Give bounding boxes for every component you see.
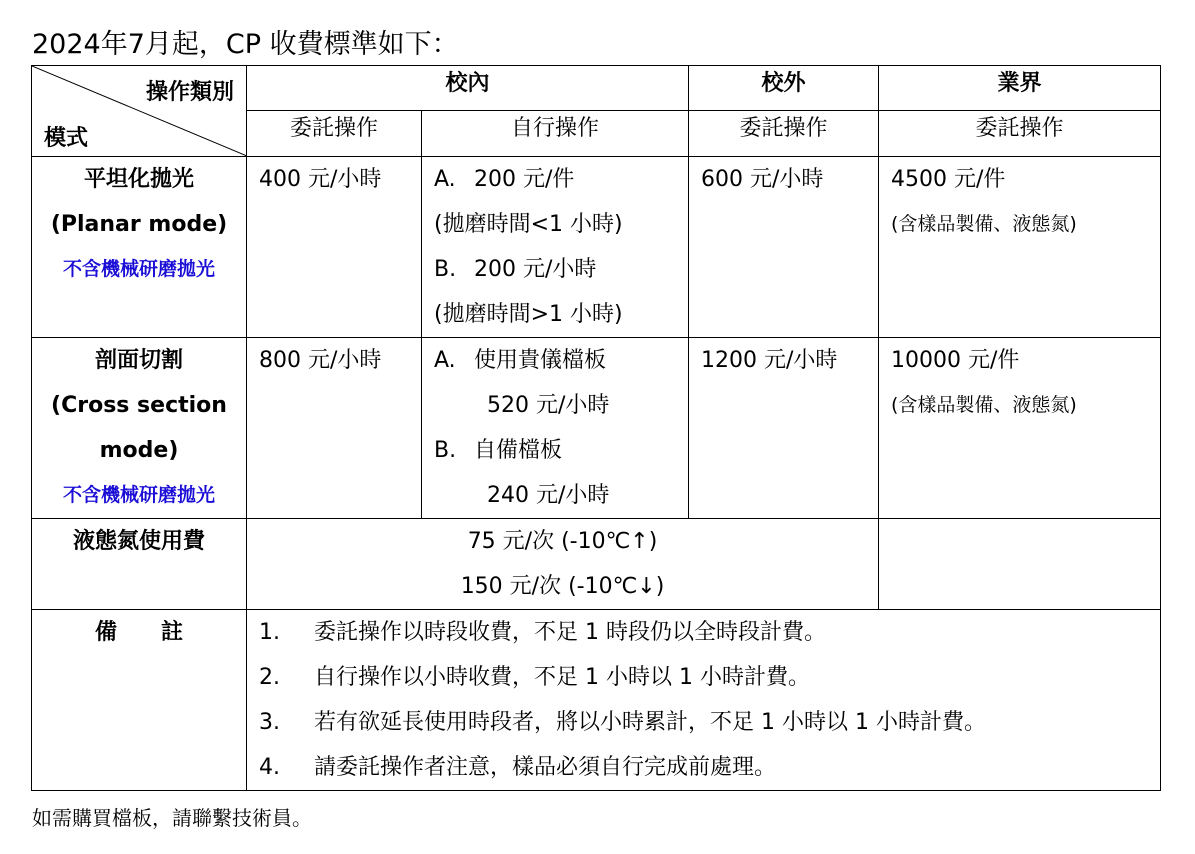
option-a-price: 200 元/件 bbox=[474, 167, 575, 192]
remarks-label: 備 註 bbox=[94, 620, 183, 645]
header-industry: 業界 bbox=[879, 66, 1161, 111]
price-campus-delegated: 800 元/小時 bbox=[247, 338, 422, 519]
option-a-note: (拋磨時間<1 小時) bbox=[434, 212, 623, 237]
ln2-price-above: 75 元/次 (-10℃↑) bbox=[467, 529, 658, 554]
ln2-industry-empty bbox=[879, 519, 1161, 610]
mode-cell-cross-section bbox=[32, 338, 247, 519]
subheader-industry-delegated: 委託操作 bbox=[879, 111, 1161, 157]
option-a-desc: 使用貴儀檔板 bbox=[474, 348, 607, 373]
option-b-price: 240 元/小時 bbox=[487, 483, 610, 508]
mode-name-en-line1: (Cross section bbox=[51, 393, 227, 418]
option-b-desc: 自備檔板 bbox=[474, 438, 563, 463]
ln2-price-cell bbox=[247, 519, 879, 610]
fee-table bbox=[31, 65, 1161, 791]
price-industry: 10000 元/件 (含樣品製備、液態氮) bbox=[879, 338, 1161, 519]
option-b-price: 200 元/小時 bbox=[474, 257, 597, 282]
price-external: 600 元/小時 bbox=[689, 157, 879, 338]
industry-note: (含樣品製備、液態氮) bbox=[891, 213, 1077, 235]
ln2-label-cell bbox=[32, 519, 247, 610]
mode-cell-planar bbox=[32, 157, 247, 338]
mode-name: 剖面切割 bbox=[94, 348, 183, 373]
option-a-label: A. bbox=[434, 348, 456, 373]
remarks-list bbox=[247, 610, 1161, 791]
mode-name-en-line2: mode) bbox=[99, 438, 179, 463]
price-external: 1200 元/小時 bbox=[689, 338, 879, 519]
header-campus: 校內 bbox=[247, 66, 689, 111]
mode-label: 模式 bbox=[44, 126, 89, 151]
ln2-price-below: 150 元/次 (-10℃↓) bbox=[460, 574, 665, 599]
table-row-remarks bbox=[32, 610, 1161, 791]
price-campus-delegated: 400 元/小時 bbox=[247, 157, 422, 338]
page-title: 2024年7月起，CP 收費標準如下： bbox=[32, 29, 459, 60]
price-campus-self bbox=[422, 338, 689, 519]
list-item: 3. 若有欲延長使用時段者，將以小時累計，不足 1 小時以 1 小時計費。 bbox=[259, 710, 986, 735]
list-item: 1. 委託操作以時段收費，不足 1 時段仍以全時段計費。 bbox=[259, 620, 826, 645]
option-b-label: B. bbox=[434, 438, 457, 463]
table-row-cross-section bbox=[32, 338, 1161, 519]
subheader-campus-self: 自行操作 bbox=[422, 111, 689, 157]
price-campus-self bbox=[422, 157, 689, 338]
subheader-campus-delegated: 委託操作 bbox=[247, 111, 422, 157]
ln2-label: 液態氮使用費 bbox=[72, 529, 205, 554]
header-corner-cell bbox=[32, 66, 247, 157]
mode-name: 平坦化拋光 bbox=[83, 167, 194, 192]
remarks-label-cell bbox=[32, 610, 247, 791]
category-label: 操作類別 bbox=[145, 80, 234, 105]
option-b-label: B. bbox=[434, 257, 457, 282]
option-b-note: (拋磨時間>1 小時) bbox=[434, 302, 623, 327]
table-row-planar bbox=[32, 157, 1161, 338]
list-item: 4. 請委託操作者注意，樣品必須自行完成前處理。 bbox=[259, 755, 777, 780]
footer-note: 如需購買檔板，請聯繫技術員。 bbox=[32, 806, 312, 830]
table-row-liquid-nitrogen bbox=[32, 519, 1161, 610]
mode-note: 不含機械研磨拋光 bbox=[62, 484, 215, 506]
header-external: 校外 bbox=[689, 66, 879, 111]
mode-note: 不含機械研磨拋光 bbox=[62, 258, 215, 280]
subheader-external-delegated: 委託操作 bbox=[689, 111, 879, 157]
industry-note: (含樣品製備、液態氮) bbox=[891, 394, 1077, 416]
price-industry: 4500 元/件 (含樣品製備、液態氮) bbox=[879, 157, 1161, 338]
option-a-label: A. bbox=[434, 167, 456, 192]
mode-name-en: (Planar mode) bbox=[50, 212, 228, 237]
option-a-price: 520 元/小時 bbox=[487, 393, 610, 418]
list-item: 2. 自行操作以小時收費，不足 1 小時以 1 小時計費。 bbox=[259, 665, 810, 690]
